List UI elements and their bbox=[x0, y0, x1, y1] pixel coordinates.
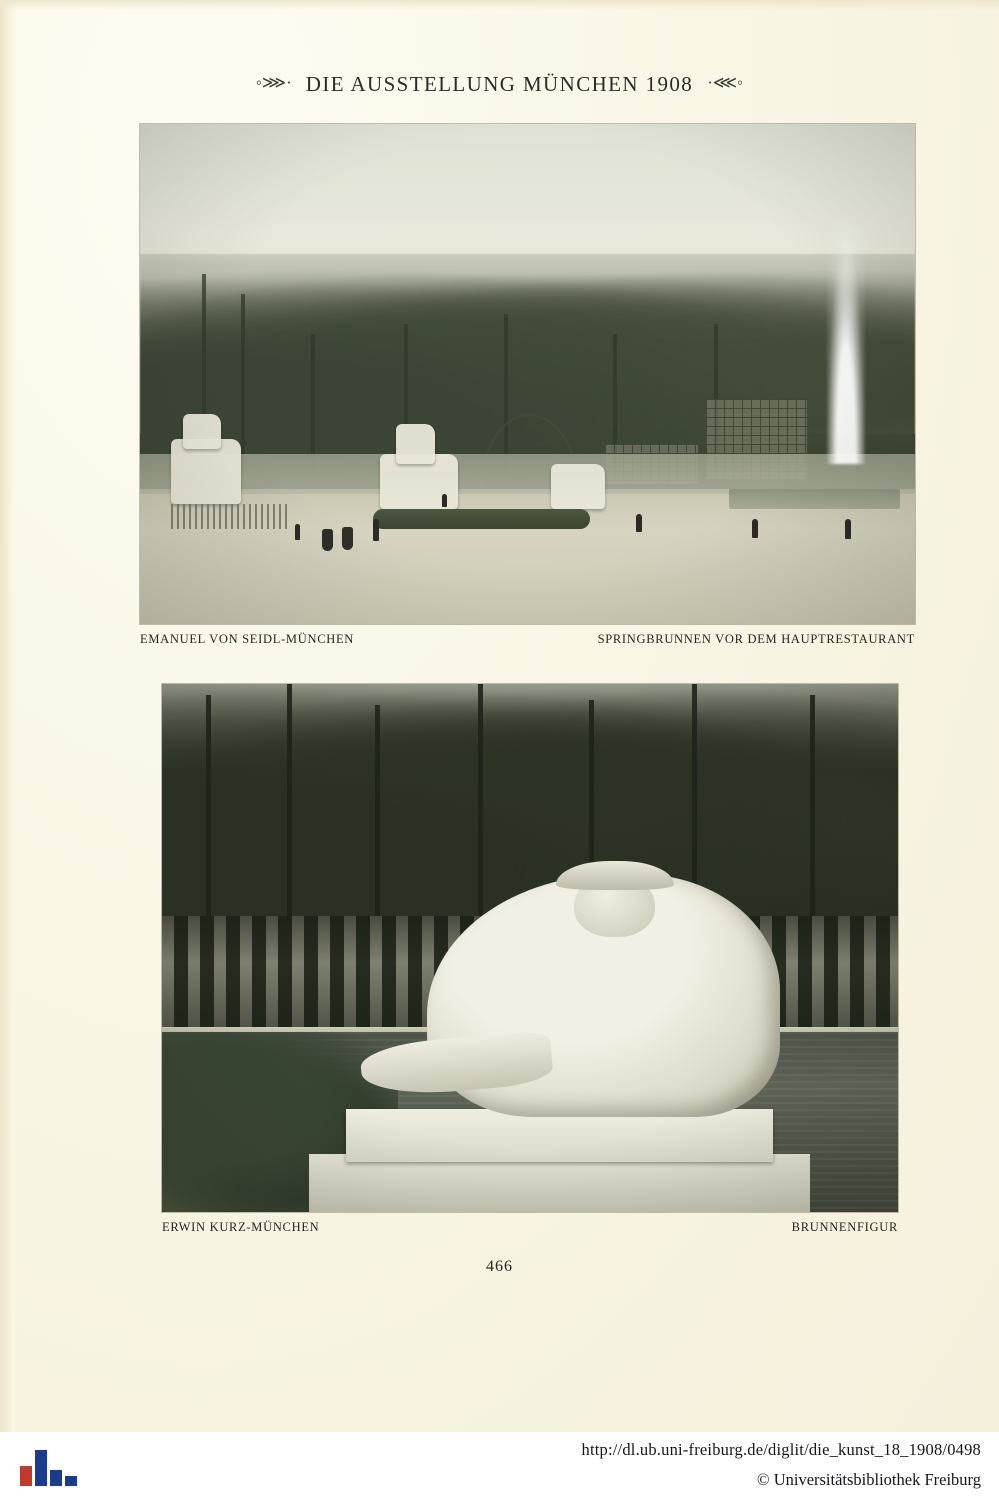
figure-brunnenfigur bbox=[162, 684, 898, 1234]
fountain-jet bbox=[827, 224, 865, 464]
running-head bbox=[0, 72, 999, 97]
ornament-left-icon: ◦⋙· bbox=[255, 73, 292, 92]
visitor-figure bbox=[845, 519, 851, 539]
hedge-border bbox=[373, 509, 590, 529]
tree-trunk bbox=[206, 695, 211, 927]
caption-artist: ERWIN KURZ-MÜNCHEN bbox=[162, 1220, 320, 1234]
sculpture-figure-center bbox=[396, 424, 435, 464]
chair-rows bbox=[171, 504, 287, 529]
tree-trunk bbox=[810, 695, 815, 927]
caption-row-fountain bbox=[140, 632, 915, 647]
caption-artist: EMANUEL VON SEIDL-MÜNCHEN bbox=[140, 632, 355, 646]
photo-springbrunnen bbox=[140, 124, 915, 624]
caption-title: BRUNNENFIGUR bbox=[791, 1220, 898, 1234]
sculpture-group-right bbox=[551, 464, 605, 509]
copyright-notice: © Universitätsbibliothek Freiburg bbox=[757, 1470, 981, 1489]
tree-trunk bbox=[241, 294, 245, 474]
tree-trunk bbox=[478, 684, 483, 927]
visitor-figure bbox=[752, 519, 758, 538]
visitor-figure bbox=[636, 514, 642, 532]
photo-brunnenfigur bbox=[162, 684, 898, 1212]
visitor-figure bbox=[342, 527, 353, 550]
fountain-basin bbox=[729, 489, 900, 509]
logo-bar bbox=[35, 1450, 47, 1486]
library-logo-icon bbox=[20, 1446, 82, 1486]
logo-bar bbox=[20, 1466, 32, 1486]
ornament-right-icon: ·⋘◦ bbox=[707, 73, 744, 92]
tree-trunk bbox=[311, 334, 315, 474]
pedestal-base bbox=[309, 1154, 809, 1212]
page-edge-shadow-top bbox=[0, 0, 999, 10]
viewer-footer bbox=[0, 1432, 999, 1501]
visitor-figure bbox=[442, 494, 447, 507]
source-url[interactable]: http://dl.ub.uni-freiburg.de/diglit/die_kunst_18_1908/0498 bbox=[581, 1440, 981, 1459]
page-number: 466 bbox=[486, 1258, 513, 1275]
visitor-figure bbox=[322, 529, 333, 551]
terrace-step bbox=[140, 454, 915, 494]
caption-row-brunnenfigur bbox=[162, 1220, 898, 1235]
tree-trunk bbox=[287, 684, 292, 927]
tree-trunk bbox=[375, 705, 380, 927]
page-edge-shadow bbox=[0, 0, 14, 1432]
page-title: DIE AUSSTELLUNG MÜNCHEN 1908 bbox=[305, 72, 694, 96]
caption-title: SPRINGBRUNNEN VOR DEM HAUPTRESTAURANT bbox=[597, 632, 915, 646]
forest-region bbox=[162, 684, 898, 916]
visitor-figure bbox=[295, 524, 300, 540]
visitor-figure bbox=[373, 519, 379, 541]
logo-bar bbox=[50, 1470, 62, 1486]
sculpture-horse bbox=[183, 414, 222, 449]
logo-bar bbox=[65, 1476, 77, 1486]
figure-fountain bbox=[140, 124, 915, 646]
